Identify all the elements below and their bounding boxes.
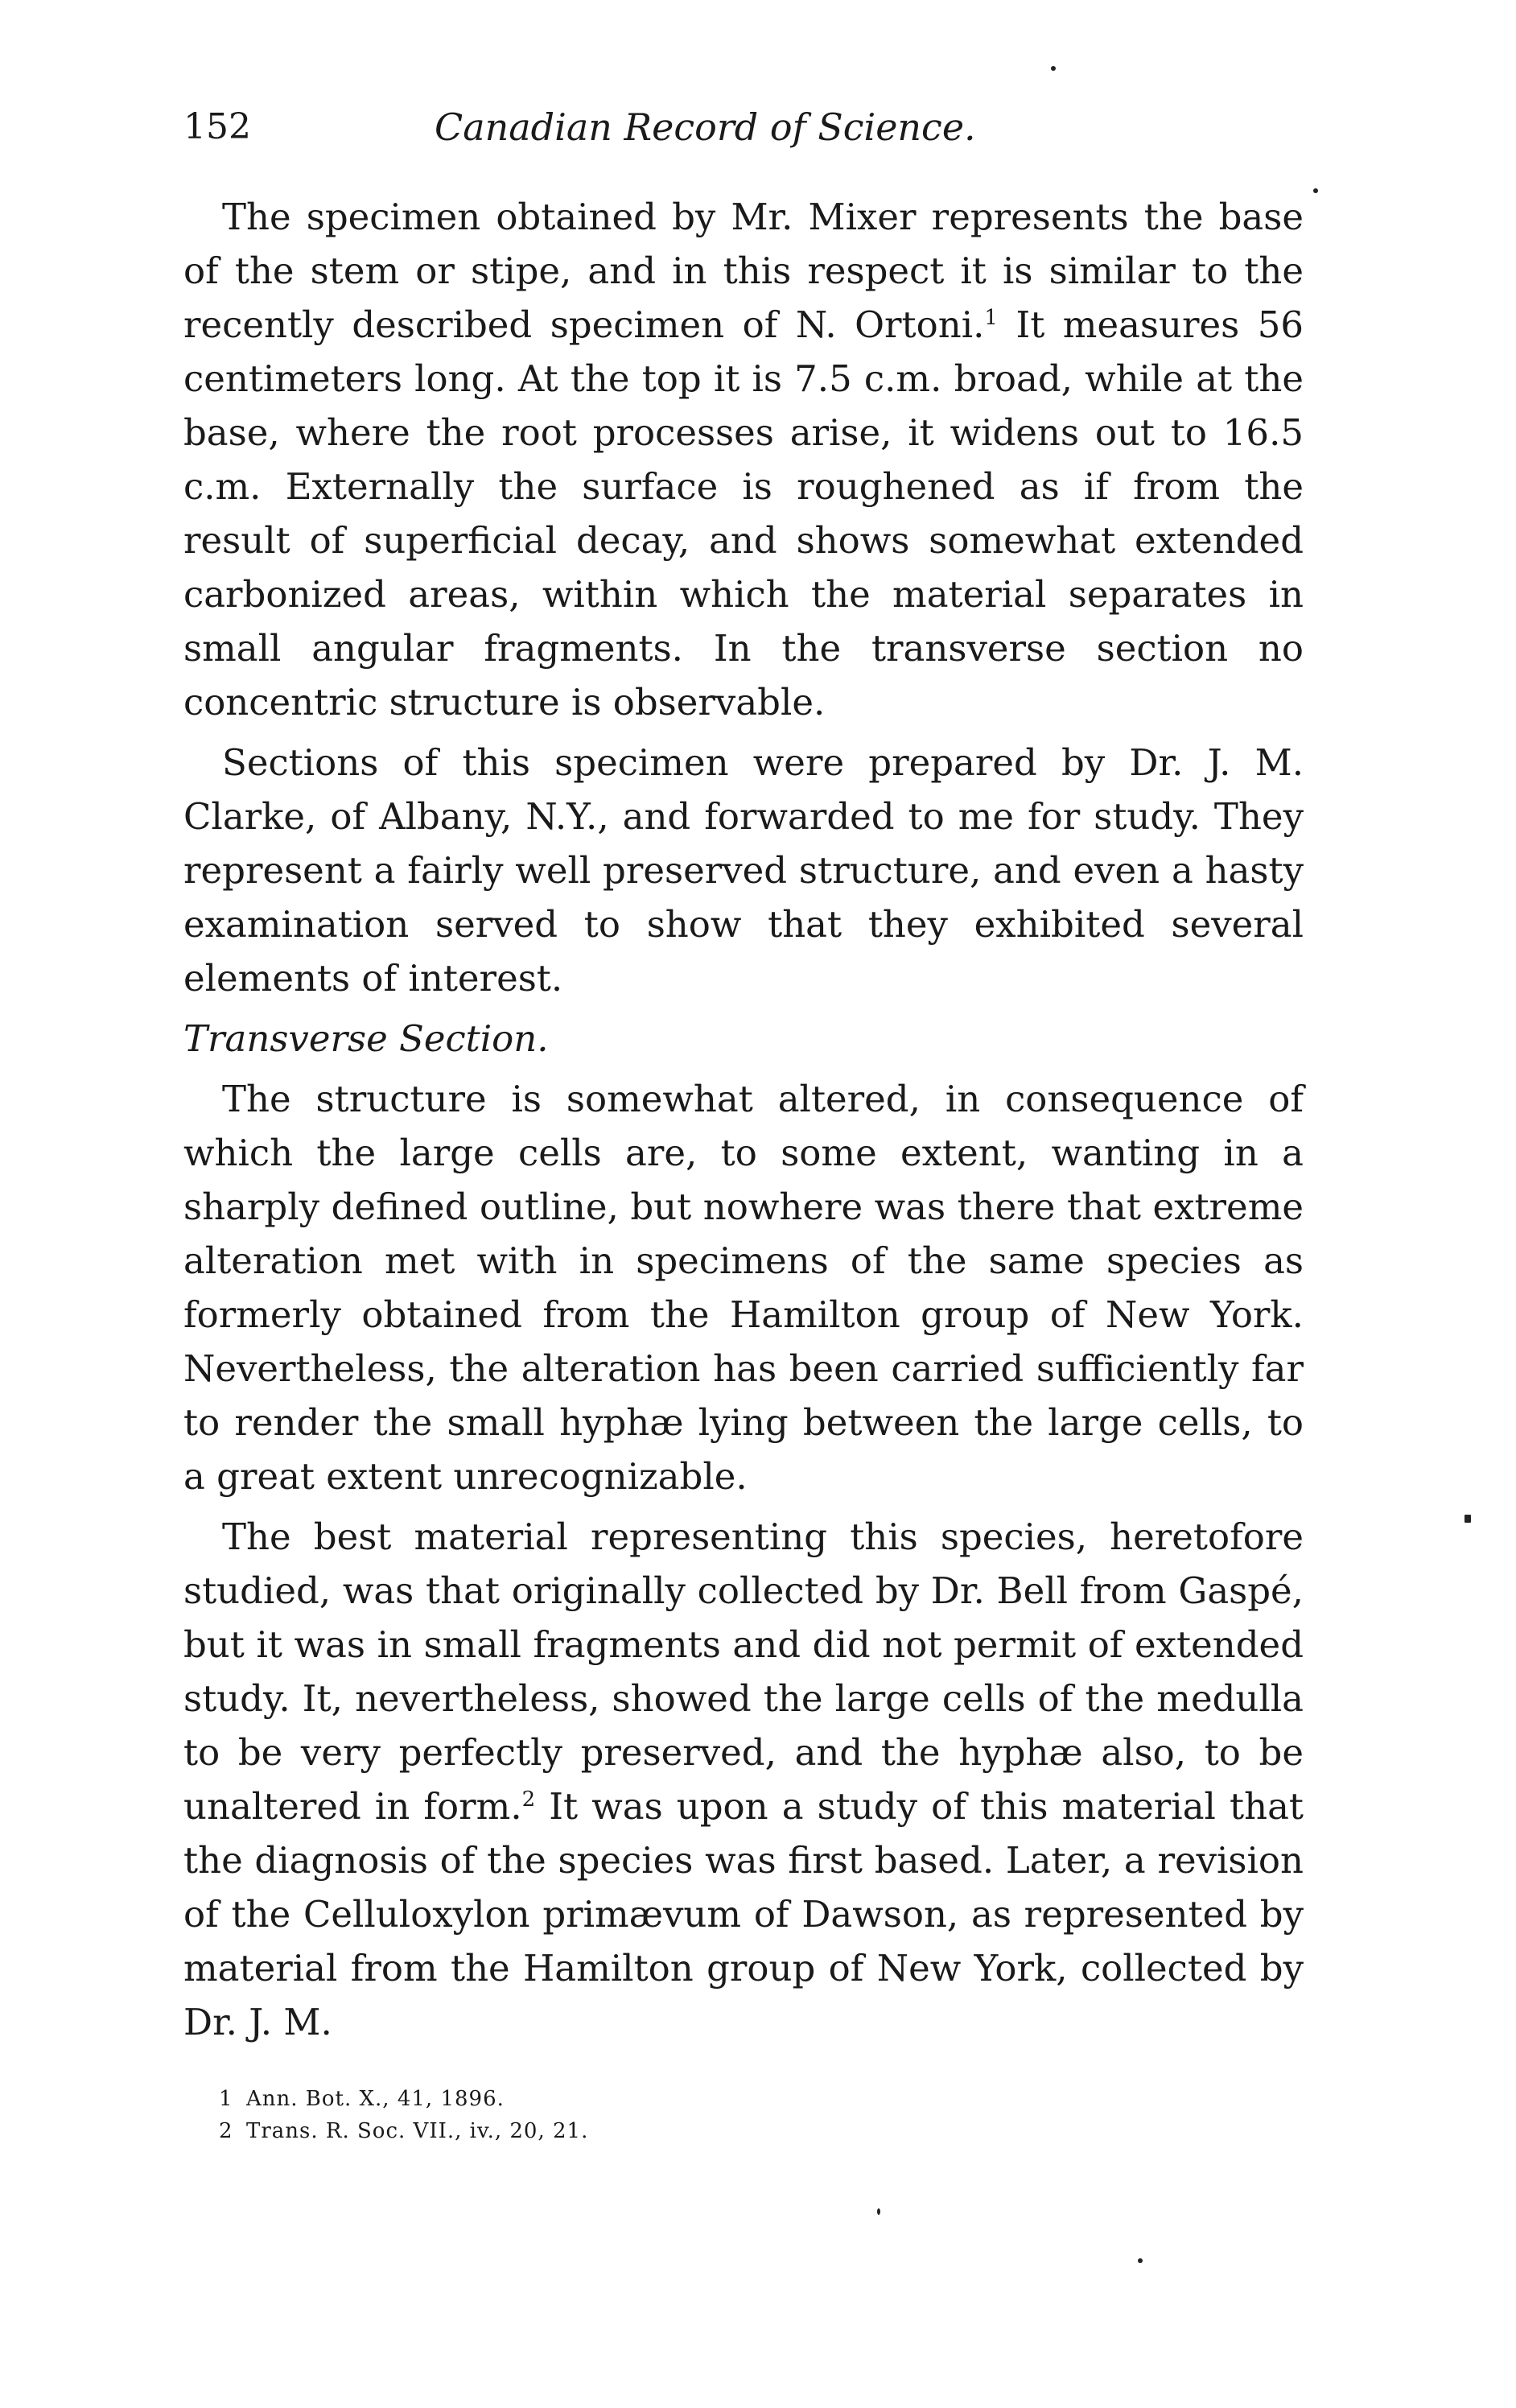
scan-speck (1138, 2258, 1143, 2263)
scan-speck (1313, 188, 1318, 193)
paragraph-sections-prepared: Sections of this specimen were prepared by Dr. J. M. Clarke, of Albany, N.Y., and forwarded to me for study. They represent a fairly well preserved structure, and even a hasty examination served to show that they exhibited several elements of interest. (183, 741, 1304, 1000)
footnotes (219, 2083, 1265, 2147)
footnote-text: Ann. Bot. X., 41, 1896. (246, 2087, 505, 2111)
paragraph-text: The specimen obtained by Mr. Mixer represents the base of the stem or stipe, and in this respect it is similar to the recently described specimen of N. Ortoni. (183, 196, 1304, 346)
body-text (183, 190, 1304, 2055)
section-heading: Transverse Section. (183, 1017, 549, 1060)
scan-speck (1465, 1515, 1471, 1523)
footnote-reference: 2 (521, 1787, 536, 1812)
paragraph-text: It measures 56 centimeters long. At the top it is 7.5 c.m. broad, while at the base, where the root processes arise, it widens out to 16.5 c.m. Externally the surface is roughened as if from the result of superficial decay, and shows somewhat extended carbonized areas, within which the material separates in small angular fragments. In the transverse section no concentric structure is observable. (183, 303, 1304, 724)
footnote-text: Trans. R. Soc. VII., iv., 20, 21. (246, 2119, 589, 2143)
paragraph-structure: The structure is somewhat altered, in consequence of which the large cells are, to some extent, wanting in a sharply defined outline, but nowhere was there that extreme alteration met with in specimens of the same species as formerly obtained from the Hamilton group of New York. Nevertheless, the alteration has been carried sufficiently far to render the small hyphæ lying between the large cells, to a great extent unrecognizable. (183, 1078, 1304, 1498)
page-number: 152 (183, 106, 251, 147)
paragraph-text: It was upon a study of this material that the diagnosis of the species was first based. Later, a revision of the Celluloxylon primævum of Dawson, as represented by material from the Hamilton group of New York, collected by Dr. J. M. (183, 1785, 1304, 2043)
scan-speck (877, 2208, 880, 2215)
footnote (219, 2083, 1265, 2115)
footnote-mark: 1 (219, 2087, 233, 2111)
running-title: Canadian Record of Science. (435, 105, 976, 149)
footnote-reference: 1 (984, 306, 998, 330)
paragraph-specimen-description (183, 190, 1304, 729)
paragraph-text: The best material representing this species, heretofore studied, was that originally collected by Dr. Bell from Gaspé, but it was in small fragments and did not permit of extended study. It, nevertheless, showed the large cells of the medulla to be very perfectly preserved, and the hyphæ also, to be unaltered in form. (183, 1515, 1304, 1828)
scan-speck (1051, 66, 1056, 71)
footnote (219, 2115, 1265, 2147)
paragraph-best-material (183, 1510, 1304, 2049)
footnote-mark: 2 (219, 2119, 233, 2143)
page-header (183, 103, 1310, 151)
